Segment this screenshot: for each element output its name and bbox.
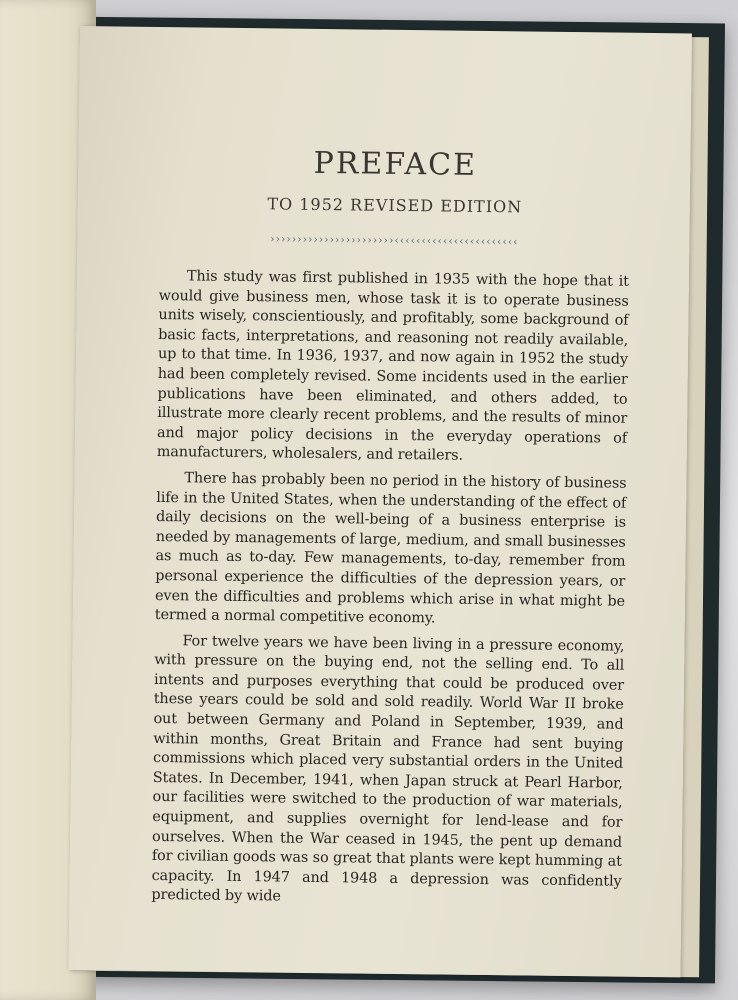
page-subtitle: TO 1952 REVISED EDITION (267, 194, 523, 217)
paragraph-1: This study was first published in 1935 with the hope that it would give business men, whose task it is to operate business units wisely, conscientiously, and profitably, some background of basic facts, interpretations, and reasoning not readily available, up to that time. In 1936, 1937, and now again in 1952 the study had been completely revised. Some incidents used in the earlier publications have been eliminated, and others added, to illustrate more clearly recent problems, and the results of minor and major policy decisions in the everyday operations of manufacturers, wholesalers, and retailers. (156, 268, 630, 465)
preface-body (151, 267, 629, 912)
page-title: PREFACE (313, 145, 478, 183)
book-page (68, 26, 691, 977)
paragraph-3: For twelve years we have been living in a pressure economy, with pressure on the buying end, not the selling end. To all intents and purposes everything that could be produced over these years could be sold and sold readily. World War II broke out between Germany and Poland in September, 1939, and within months, Great Britain and France had sent buying commissions which placed very substantial orders in the United States. In December, 1941, when Japan struck at Pearl Harbor, our facilities were switched to the production of war materials, equipment, and supplies overnight for lend-lease and for ourselves. When the War ceased in 1945, the pent up demand for civilian goods was so great that plants were kept humming at capacity. In 1947 and 1948 a depression was confidently predicted by wide (151, 632, 625, 905)
page-content (151, 145, 630, 918)
ornament-divider: ›››››››››››››››››››››››‹‹‹‹‹‹‹‹‹‹‹‹‹‹‹‹‹‹‹‹‹‹‹ (270, 232, 519, 249)
paragraph-2: There has probably been no period in the history of business life in the United States, when the understanding of the effect of daily decisions on the well-being of a business enterprise is needed by managements of large, medium, and small businesses as much as to-day. Few managements, to-day, remember from personal experience the difficulties of the depression years, or even the difficulties and problems which arise in what might be termed a normal competitive economy. (154, 470, 627, 627)
